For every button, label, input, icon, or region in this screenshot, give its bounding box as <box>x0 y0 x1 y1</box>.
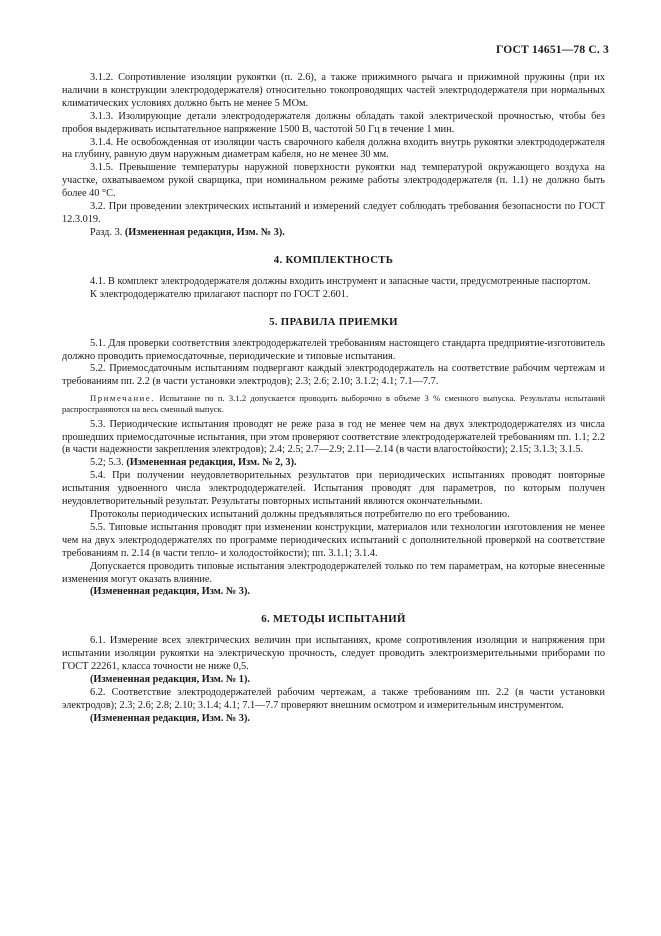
section-heading: 4. КОМПЛЕКТНОСТЬ <box>273 253 394 266</box>
paragraph: 3.2. При проведении электрических испытаний и измерений следует соблюдать требования безопасности по ГОСТ 12.3.019. <box>62 201 605 225</box>
paragraph <box>62 457 605 470</box>
amendment-note: (Измененная редакция, Изм. № 2, 3). <box>126 457 297 469</box>
amendment-note: (Измененная редакция, Изм. № 3). <box>124 226 285 238</box>
paragraph: 5.4. При получении неудовлетворительных результатов при периодических испытаниях проводят повторные испытания удвоенного числа электрододержателей. Испытания проводят для параметров, по которым получен неудовлетворительный результат. Результаты повторных испытаний являются окончательными. <box>62 470 605 508</box>
amendment-note: (Измененная редакция, Изм. № 3). <box>90 586 250 598</box>
paragraph: Протоколы периодических испытаний должны предъявляться потребителю по его требованию. <box>90 508 510 520</box>
paragraph: 6.1. Измерение всех электрических величин при испытаниях, кроме сопротивления изоляции и напряжения при испытании изоляции рукоятки на электрическую прочность, следует проводить электроизмерительными приборами по ГОСТ 22261, класса точности не ниже 0,5. <box>62 635 605 673</box>
note-paragraph <box>62 393 605 415</box>
paragraph: 4.1. В комплект электрододержателя должны входить инструмент и запасные части, предусмотренные паспортом. <box>90 275 591 287</box>
note-text: Испытание по п. 3.1.2 допускается проводить выборочно в объеме 3 % сменного выпуска. Результаты испытаний распространяются на весь сменный выпуск. <box>62 393 605 415</box>
paragraph: 3.1.5. Превышение температуры наружной поверхности рукоятки над температурой окружающего воздуха на участке, охватываемом рукой сварщика, при номинальном режиме работы электрододержателя (п. 1.1) не должно быть более 40 °С. <box>62 162 605 200</box>
paragraph: 5.5. Типовые испытания проводят при изменении конструкции, материалов или технологии изготовления не менее чем на двух электрододержателях по программе периодических испытаний с дополнительной проверкой на соответствие требованиям п. 2.14 (в части тепло- и холодостойкости); пп. 3.1.1; 3.1.4. <box>62 521 605 559</box>
section-heading: 5. ПРАВИЛА ПРИЕМКИ <box>269 315 398 328</box>
paragraph: 5.1. Для проверки соответствия электрододержателей требованиям настоящего стандарта предприятие-изготовитель должно проводить приемосдаточные, периодические и типовые испытания. <box>62 337 605 362</box>
paragraph: Допускается проводить типовые испытания электрододержателей только по тем параметрам, на которые внесенные изменения могут оказать влияние. <box>62 560 605 585</box>
paragraph-text: 5.2; 5.3. <box>90 457 127 469</box>
paragraph: 3.1.2. Сопротивление изоляции рукоятки (п. 2.6), а также прижимного рычага и прижимной пружины (при их наличии в конструкции электрододержателя) относительно токопроводящих частей электрододержателя при нормальных климатических условиях должно быть не менее 5 МОм. <box>62 72 605 109</box>
paragraph: 3.1.3. Изолирующие детали электрододержателя должны обладать такой электрической прочностью, чтобы без пробоя выдерживать испытательное напряжение 1500 В, частотой 50 Гц в течение 1 мин. <box>62 110 605 135</box>
paragraph: 3.1.4. Не освобожденная от изоляции часть сварочного кабеля должна входить внутрь рукоятки электрододержателя на глубину, равную двум наружным диаметрам кабеля, но не менее 30 мм. <box>62 136 605 161</box>
document-body <box>62 72 605 726</box>
paragraph: К электрододержателю прилагают паспорт по ГОСТ 2.601. <box>90 288 349 300</box>
paragraph: 5.2. Приемосдаточным испытаниям подвергают каждый электрододержатель на соответствие рабочим чертежам и требованиям пп. 2.2 (в части установки электродов); 2.3; 2.6; 2.10; 3.1.2; 4.1; 7.1—7.7. <box>62 363 605 388</box>
paragraph-text: Разд. 3. <box>90 226 125 238</box>
amendment-note: (Измененная редакция, Изм. № 1). <box>90 674 250 686</box>
page-header: ГОСТ 14651—78 С. 3 <box>496 44 609 56</box>
paragraph <box>62 227 605 240</box>
note-label: Примечание. <box>90 393 156 404</box>
amendment-note: (Измененная редакция, Изм. № 3). <box>90 712 250 724</box>
paragraph: 5.3. Периодические испытания проводят не реже раза в год не менее чем на двух электрододержателях из числа прошедших приемосдаточные испытания, при этом проверяют соответствие электрододержателей требованиям пп. 1.1; 2.2 (в части надежности закрепления электродов); 2.4; 2.5; 2.7—2.9; 2.11—2.14 (в части влагостойкости); 2.15; 3.1.3; 3.1.5. <box>62 418 605 456</box>
paragraph: 6.2. Соответствие электрододержателей рабочим чертежам, а также требованиям пп. 2.2 (в части установки электродов); 2.3; 2.6; 2.8; 2.10; 3.1.4; 4.1; 7.1—7.7 проверяют внешним осмотром и измерительным инструментом. <box>62 686 605 711</box>
section-heading: 6. МЕТОДЫ ИСПЫТАНИЙ <box>261 613 406 626</box>
